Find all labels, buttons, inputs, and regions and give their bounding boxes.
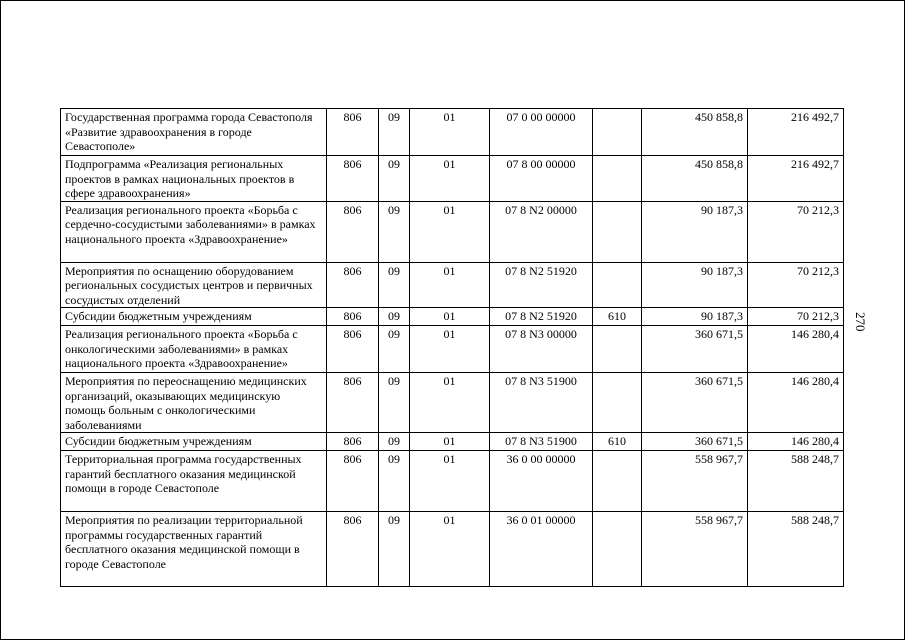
- target-code: 07 8 N2 51920: [490, 308, 593, 326]
- row-name: Территориальная программа государственных гарантий бесплатного оказания медицинской помощи в городе Севастополе: [61, 451, 327, 512]
- table-row: [61, 262, 844, 308]
- target-code: 07 8 N2 51920: [490, 262, 593, 308]
- target-code: 07 8 N3 00000: [490, 326, 593, 373]
- amount-year-2: 216 492,7: [748, 109, 844, 156]
- row-name: Мероприятия по реализации территориальной программы государственных гарантий бесплатного оказания медицинской помощи в городе Севастополе: [61, 512, 327, 587]
- table-row: [61, 451, 844, 512]
- amount-year-1: 558 967,7: [642, 451, 748, 512]
- section-code: 09: [379, 262, 410, 308]
- subsection-code: 01: [410, 512, 490, 587]
- target-code: 36 0 00 00000: [490, 451, 593, 512]
- expense-type: [593, 451, 642, 512]
- expense-type: [593, 156, 642, 202]
- section-code: 09: [379, 201, 410, 262]
- expense-type: [593, 373, 642, 433]
- amount-year-1: 360 671,5: [642, 326, 748, 373]
- amount-year-2: 70 212,3: [748, 308, 844, 326]
- subsection-code: 01: [410, 308, 490, 326]
- section-code: 09: [379, 326, 410, 373]
- amount-year-2: 146 280,4: [748, 433, 844, 451]
- expense-type: [593, 201, 642, 262]
- section-code: 09: [379, 109, 410, 156]
- amount-year-1: 558 967,7: [642, 512, 748, 587]
- subsection-code: 01: [410, 451, 490, 512]
- amount-year-1: 450 858,8: [642, 109, 748, 156]
- row-name: Субсидии бюджетным учреждениям: [61, 308, 327, 326]
- target-code: 36 0 01 00000: [490, 512, 593, 587]
- ministry-code: 806: [327, 262, 379, 308]
- amount-year-2: 146 280,4: [748, 326, 844, 373]
- row-name: Мероприятия по оснащению оборудованием региональных сосудистых центров и первичных сосудистых отделений: [61, 262, 327, 308]
- section-code: 09: [379, 433, 410, 451]
- row-name: Мероприятия по переоснащению медицинских организаций, оказывающих медицинскую помощь больным с онкологическими заболеваниями: [61, 373, 327, 433]
- amount-year-2: 70 212,3: [748, 262, 844, 308]
- target-code: 07 0 00 00000: [490, 109, 593, 156]
- subsection-code: 01: [410, 326, 490, 373]
- expense-type: [593, 109, 642, 156]
- ministry-code: 806: [327, 109, 379, 156]
- row-name: Государственная программа города Севастополя «Развитие здравоохранения в городе Севастополе»: [61, 109, 327, 156]
- ministry-code: 806: [327, 512, 379, 587]
- table-row: [61, 156, 844, 202]
- table-row: [61, 308, 844, 326]
- subsection-code: 01: [410, 109, 490, 156]
- target-code: 07 8 N3 51900: [490, 373, 593, 433]
- amount-year-1: 360 671,5: [642, 373, 748, 433]
- budget-table: [60, 108, 844, 587]
- amount-year-1: 90 187,3: [642, 201, 748, 262]
- table-row: [61, 373, 844, 433]
- ministry-code: 806: [327, 308, 379, 326]
- subsection-code: 01: [410, 373, 490, 433]
- subsection-code: 01: [410, 262, 490, 308]
- amount-year-1: 90 187,3: [642, 262, 748, 308]
- subsection-code: 01: [410, 201, 490, 262]
- table-row: [61, 512, 844, 587]
- row-name: Подпрограмма «Реализация региональных проектов в рамках национальных проектов в сфере здравоохранения»: [61, 156, 327, 202]
- expense-type: [593, 326, 642, 373]
- amount-year-2: 70 212,3: [748, 201, 844, 262]
- ministry-code: 806: [327, 433, 379, 451]
- amount-year-1: 360 671,5: [642, 433, 748, 451]
- subsection-code: 01: [410, 156, 490, 202]
- table-row: [61, 201, 844, 262]
- target-code: 07 8 00 00000: [490, 156, 593, 202]
- table-row: [61, 433, 844, 451]
- amount-year-2: 146 280,4: [748, 373, 844, 433]
- row-name: Субсидии бюджетным учреждениям: [61, 433, 327, 451]
- expense-type: [593, 512, 642, 587]
- subsection-code: 01: [410, 433, 490, 451]
- row-name: Реализация регионального проекта «Борьба с сердечно-сосудистыми заболеваниями» в рамках национального проекта «Здравоохранение»: [61, 201, 327, 262]
- section-code: 09: [379, 512, 410, 587]
- expense-type: [593, 262, 642, 308]
- section-code: 09: [379, 373, 410, 433]
- ministry-code: 806: [327, 326, 379, 373]
- amount-year-1: 450 858,8: [642, 156, 748, 202]
- section-code: 09: [379, 308, 410, 326]
- amount-year-2: 216 492,7: [748, 156, 844, 202]
- expense-type: 610: [593, 308, 642, 326]
- target-code: 07 8 N2 00000: [490, 201, 593, 262]
- row-name: Реализация регионального проекта «Борьба с онкологическими заболеваниями» в рамках национального проекта «Здравоохранение»: [61, 326, 327, 373]
- table-row: [61, 109, 844, 156]
- amount-year-1: 90 187,3: [642, 308, 748, 326]
- ministry-code: 806: [327, 201, 379, 262]
- amount-year-2: 588 248,7: [748, 451, 844, 512]
- expense-type: 610: [593, 433, 642, 451]
- page-number: 270: [853, 312, 868, 332]
- ministry-code: 806: [327, 156, 379, 202]
- target-code: 07 8 N3 51900: [490, 433, 593, 451]
- ministry-code: 806: [327, 451, 379, 512]
- table-row: [61, 326, 844, 373]
- section-code: 09: [379, 156, 410, 202]
- ministry-code: 806: [327, 373, 379, 433]
- amount-year-2: 588 248,7: [748, 512, 844, 587]
- section-code: 09: [379, 451, 410, 512]
